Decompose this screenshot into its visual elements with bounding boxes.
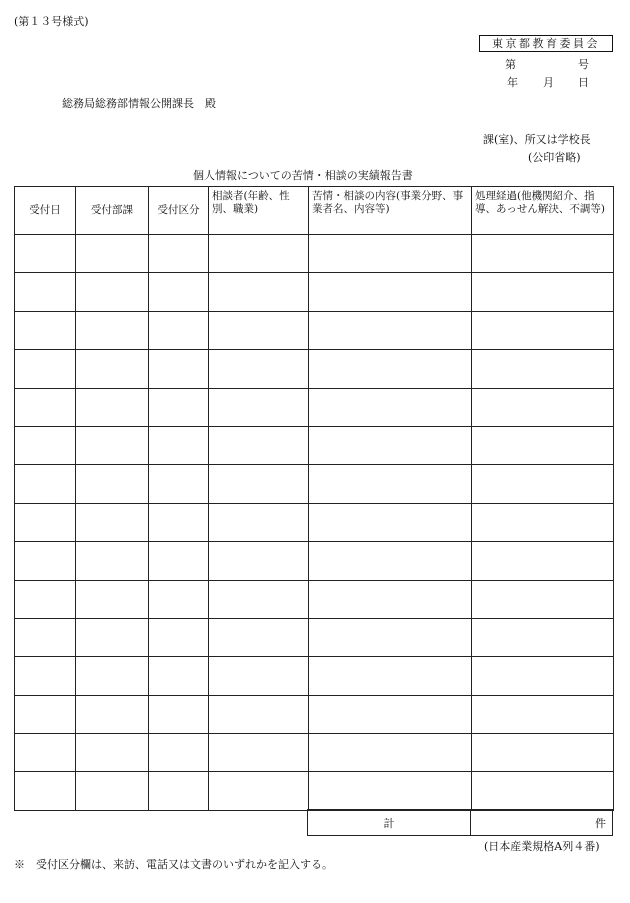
column-header: 苦情・相談の内容(事業分野、事業者名、内容等) [309, 187, 472, 235]
column-header: 受付日 [15, 187, 76, 235]
table-cell[interactable] [472, 542, 614, 580]
table-cell[interactable] [15, 426, 76, 464]
table-body [15, 235, 614, 811]
table-cell[interactable] [149, 618, 209, 656]
table-cell[interactable] [472, 388, 614, 426]
table-row [15, 350, 614, 388]
table-cell[interactable] [209, 465, 309, 503]
table-row [15, 580, 614, 618]
form-number: (第１３号様式) [14, 15, 89, 28]
table-row [15, 772, 614, 810]
table-cell[interactable] [472, 772, 614, 810]
table-row [15, 503, 614, 541]
column-header: 受付区分 [149, 187, 209, 235]
table-cell[interactable] [15, 580, 76, 618]
table-cell[interactable] [209, 273, 309, 311]
table-cell[interactable] [76, 235, 149, 273]
table-cell[interactable] [76, 772, 149, 810]
date-year-label: 年 [507, 76, 518, 89]
table-row [15, 618, 614, 656]
table-cell[interactable] [309, 657, 472, 695]
table-cell[interactable] [472, 695, 614, 733]
table-cell[interactable] [209, 657, 309, 695]
table-cell[interactable] [309, 503, 472, 541]
table-cell[interactable] [472, 618, 614, 656]
table-cell[interactable] [472, 426, 614, 464]
table-cell[interactable] [149, 426, 209, 464]
table-row [15, 465, 614, 503]
table-cell[interactable] [149, 273, 209, 311]
table-cell[interactable] [76, 695, 149, 733]
table-cell[interactable] [309, 273, 472, 311]
table-cell[interactable] [309, 542, 472, 580]
table-cell[interactable] [15, 350, 76, 388]
table-cell[interactable] [15, 465, 76, 503]
table-cell[interactable] [472, 235, 614, 273]
table-cell[interactable] [309, 311, 472, 349]
table-row [15, 734, 614, 772]
table-cell[interactable] [149, 235, 209, 273]
table-cell[interactable] [472, 465, 614, 503]
table-cell[interactable] [15, 503, 76, 541]
issuer-box: 東京都教育委員会 [479, 35, 613, 52]
table-cell[interactable] [15, 618, 76, 656]
table-row [15, 542, 614, 580]
table-cell[interactable] [76, 426, 149, 464]
table-cell[interactable] [15, 388, 76, 426]
sender: 課(室)、所又は学校長 [483, 133, 591, 146]
table-cell[interactable] [209, 235, 309, 273]
table-cell[interactable] [309, 618, 472, 656]
total-row [308, 810, 613, 836]
table-header-row [15, 187, 614, 235]
table-cell[interactable] [76, 311, 149, 349]
table-cell[interactable] [149, 580, 209, 618]
table-cell[interactable] [149, 657, 209, 695]
table-cell[interactable] [15, 311, 76, 349]
total-label: 計 [308, 810, 471, 836]
recipient: 総務局総務部情報公開課長 殿 [62, 97, 216, 110]
report-table [14, 186, 614, 811]
table-cell[interactable] [209, 311, 309, 349]
table-cell[interactable] [76, 503, 149, 541]
table-cell[interactable] [472, 734, 614, 772]
table-cell[interactable] [76, 465, 149, 503]
table-cell[interactable] [309, 695, 472, 733]
table-cell[interactable] [15, 734, 76, 772]
table-cell[interactable] [309, 235, 472, 273]
date-month-label: 月 [543, 76, 554, 89]
table-cell[interactable] [76, 580, 149, 618]
table-cell[interactable] [76, 657, 149, 695]
seal-note: (公印省略) [528, 151, 581, 164]
table-cell[interactable] [149, 465, 209, 503]
table-cell[interactable] [209, 734, 309, 772]
table-cell[interactable] [472, 311, 614, 349]
table-cell[interactable] [76, 618, 149, 656]
table-cell[interactable] [15, 772, 76, 810]
table-cell[interactable] [209, 503, 309, 541]
table-row [15, 235, 614, 273]
table-cell[interactable] [149, 311, 209, 349]
table-cell[interactable] [472, 580, 614, 618]
table-row [15, 273, 614, 311]
document-title: 個人情報についての苦情・相談の実績報告書 [193, 169, 413, 182]
table-cell[interactable] [149, 772, 209, 810]
table-cell[interactable] [209, 426, 309, 464]
date-day-label: 日 [578, 76, 589, 89]
table-cell[interactable] [209, 580, 309, 618]
doc-number-suffix: 号 [578, 58, 589, 71]
table-cell[interactable] [15, 657, 76, 695]
table-cell[interactable] [149, 503, 209, 541]
table-row [15, 657, 614, 695]
table-cell[interactable] [149, 695, 209, 733]
table-cell[interactable] [309, 350, 472, 388]
table-cell[interactable] [15, 235, 76, 273]
table-cell[interactable] [472, 503, 614, 541]
table-cell[interactable] [309, 580, 472, 618]
table-cell[interactable] [309, 388, 472, 426]
table-row [15, 695, 614, 733]
table-cell[interactable] [309, 772, 472, 810]
table-cell[interactable] [309, 465, 472, 503]
column-header: 受付部課 [76, 187, 149, 235]
table-cell[interactable] [472, 657, 614, 695]
table-cell[interactable] [76, 734, 149, 772]
table-cell[interactable] [472, 350, 614, 388]
table-cell[interactable] [76, 542, 149, 580]
table-cell[interactable] [472, 273, 614, 311]
table-cell[interactable] [76, 350, 149, 388]
column-header: 相談者(年齢、性別、職業) [209, 187, 309, 235]
table-cell[interactable] [209, 772, 309, 810]
paper-size-note: (日本産業規格A列４番) [484, 840, 600, 853]
table-row [15, 426, 614, 464]
footnote: ※ 受付区分欄は、来訪、電話又は文書のいずれかを記入する。 [14, 858, 333, 871]
total-table [307, 809, 613, 836]
table-cell[interactable] [15, 542, 76, 580]
table-cell[interactable] [149, 388, 209, 426]
table-cell[interactable] [149, 734, 209, 772]
table-cell[interactable] [15, 273, 76, 311]
table-cell[interactable] [309, 426, 472, 464]
table-row [15, 388, 614, 426]
table-cell[interactable] [76, 273, 149, 311]
table-cell[interactable] [209, 350, 309, 388]
table-cell[interactable] [15, 695, 76, 733]
table-cell[interactable] [149, 542, 209, 580]
table-row [15, 311, 614, 349]
table-cell[interactable] [309, 734, 472, 772]
table-cell[interactable] [209, 542, 309, 580]
column-header: 処理経過(他機関紹介、指導、あっせん解決、不調等) [472, 187, 614, 235]
table-cell[interactable] [209, 695, 309, 733]
table-cell[interactable] [209, 388, 309, 426]
table-cell[interactable] [76, 388, 149, 426]
table-cell[interactable] [209, 618, 309, 656]
total-unit: 件 [471, 810, 613, 836]
doc-number-prefix: 第 [505, 58, 516, 71]
table-cell[interactable] [149, 350, 209, 388]
